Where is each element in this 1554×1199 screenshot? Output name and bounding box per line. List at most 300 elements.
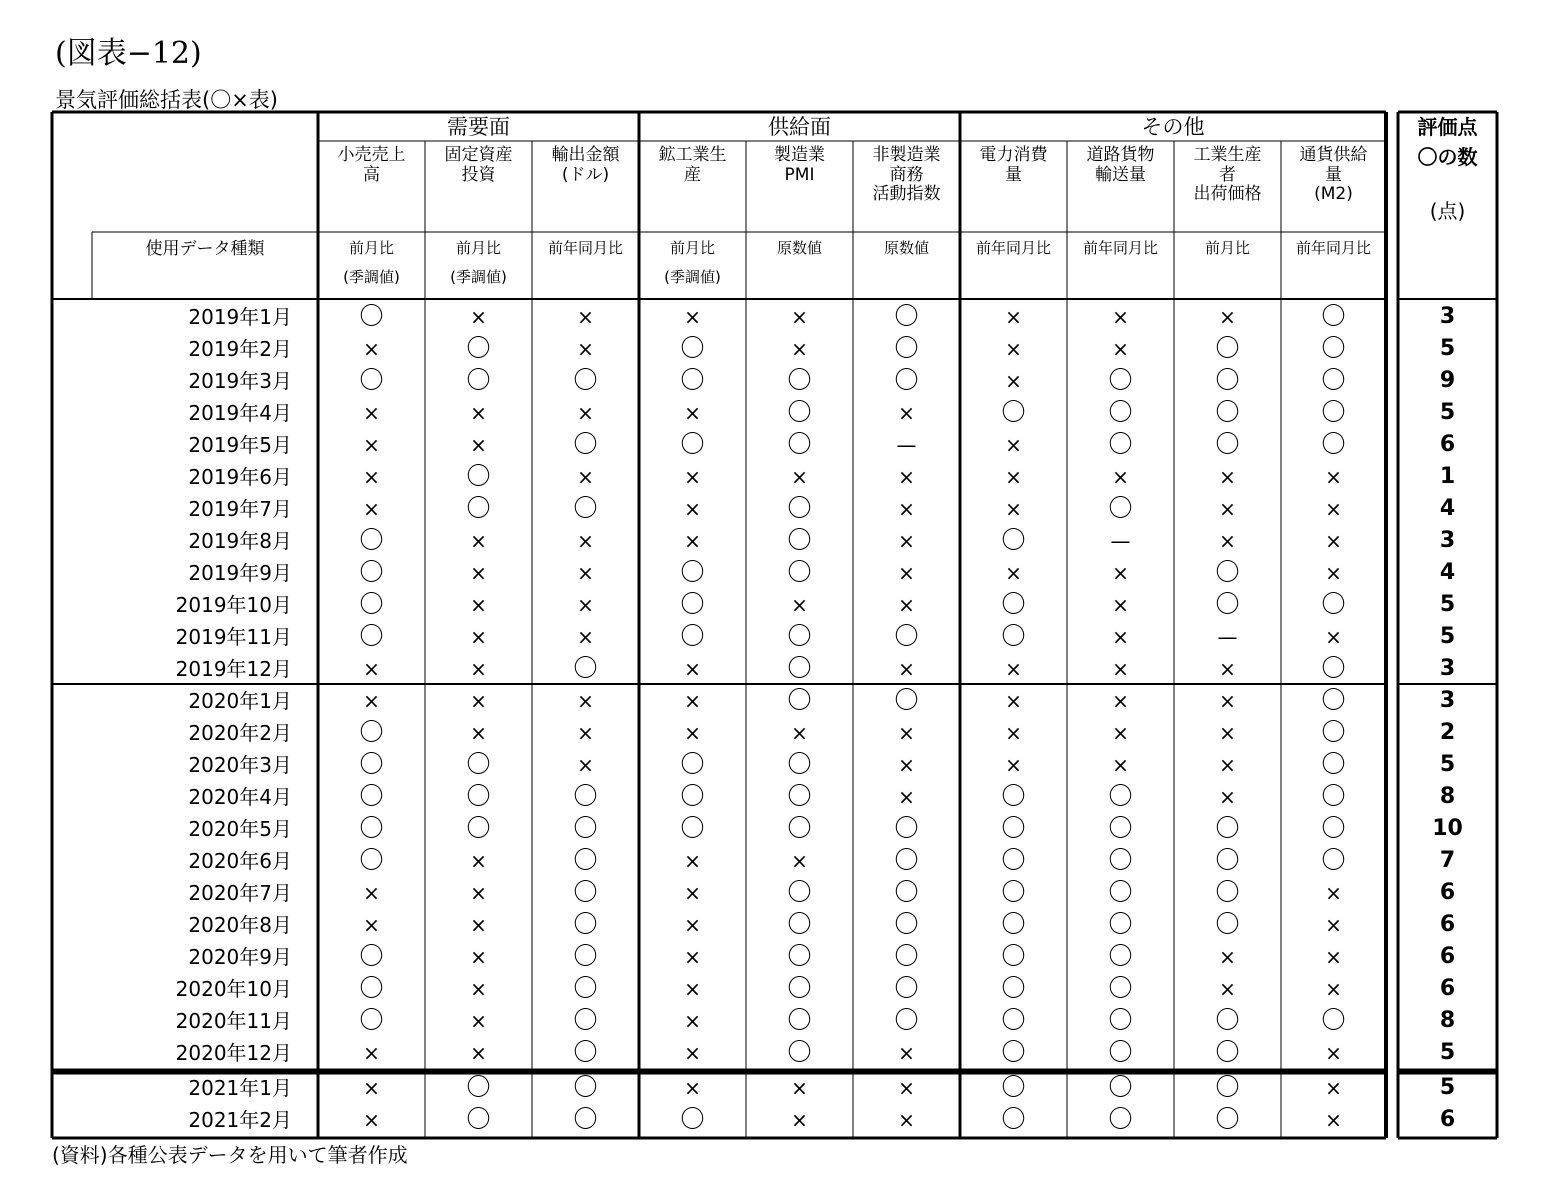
- cross-mark: ×: [684, 848, 701, 873]
- circle-mark: 〇: [1321, 430, 1346, 459]
- circle-mark: 〇: [787, 558, 812, 587]
- circle-mark: 〇: [466, 1105, 491, 1134]
- circle-mark: 〇: [1001, 398, 1026, 427]
- cross-mark: ×: [1219, 720, 1236, 745]
- cross-mark: ×: [1112, 624, 1129, 649]
- cross-mark: ×: [470, 944, 487, 969]
- circle-mark: 〇: [894, 814, 919, 843]
- score-value: 7: [1439, 848, 1456, 874]
- cross-mark: ×: [363, 400, 380, 425]
- circle-mark: 〇: [1108, 1073, 1133, 1102]
- cross-mark: ×: [1325, 912, 1342, 937]
- circle-mark: 〇: [787, 366, 812, 395]
- cross-mark: ×: [791, 848, 808, 873]
- cross-mark: ×: [363, 1040, 380, 1065]
- cross-mark: ×: [1005, 432, 1022, 457]
- cross-mark: ×: [470, 592, 487, 617]
- circle-mark: 〇: [573, 654, 598, 683]
- circle-mark: 〇: [359, 622, 384, 651]
- circle-mark: 〇: [573, 1073, 598, 1102]
- cross-mark: ×: [791, 1107, 808, 1132]
- cross-mark: ×: [1005, 368, 1022, 393]
- circle-mark: 〇: [573, 782, 598, 811]
- data-type-value: 前年同月比: [975, 239, 1051, 257]
- circle-mark: 〇: [573, 1038, 598, 1067]
- cross-mark: ×: [898, 784, 915, 809]
- circle-mark: 〇: [1321, 654, 1346, 683]
- column-header: 輸出金額 (ドル): [551, 145, 620, 185]
- row-label: 2020年5月: [188, 816, 292, 841]
- circle-mark: 〇: [466, 494, 491, 523]
- score-value: 2: [1439, 720, 1456, 746]
- circle-mark: 〇: [359, 366, 384, 395]
- circle-mark: 〇: [359, 974, 384, 1003]
- cross-mark: ×: [791, 720, 808, 745]
- cross-mark: ×: [577, 528, 594, 553]
- cross-mark: ×: [1112, 560, 1129, 585]
- cross-mark: ×: [363, 336, 380, 361]
- circle-mark: 〇: [1215, 878, 1240, 907]
- circle-mark: 〇: [1321, 846, 1346, 875]
- score-value: 3: [1439, 528, 1456, 554]
- circle-mark: 〇: [359, 846, 384, 875]
- data-type-cell: [960, 232, 1067, 298]
- cross-mark: ×: [470, 688, 487, 713]
- cross-mark: ×: [684, 656, 701, 681]
- cross-mark: ×: [898, 1107, 915, 1132]
- cross-mark: ×: [684, 688, 701, 713]
- data-type-value: 前月比: [669, 239, 715, 257]
- circle-mark: 〇: [1215, 1006, 1240, 1035]
- circle-mark: 〇: [1321, 398, 1346, 427]
- circle-mark: 〇: [894, 686, 919, 715]
- circle-mark: 〇: [1108, 1105, 1133, 1134]
- cross-mark: ×: [1325, 528, 1342, 553]
- circle-mark: 〇: [573, 814, 598, 843]
- cross-mark: ×: [470, 976, 487, 1001]
- row-label: 2020年12月: [175, 1040, 292, 1065]
- circle-mark: 〇: [1215, 366, 1240, 395]
- score-value: 5: [1439, 752, 1456, 778]
- dash-mark: —: [1217, 624, 1238, 649]
- data-type-cell: [746, 232, 853, 298]
- circle-mark: 〇: [1108, 398, 1133, 427]
- cross-mark: ×: [1112, 720, 1129, 745]
- row-label: 2020年3月: [188, 752, 292, 777]
- cross-mark: ×: [684, 304, 701, 329]
- data-type-value: 原数値: [776, 239, 822, 257]
- score-value: 5: [1439, 400, 1456, 426]
- row-label: 2019年5月: [188, 432, 292, 457]
- cross-mark: ×: [898, 496, 915, 521]
- cross-mark: ×: [684, 720, 701, 745]
- cross-mark: ×: [470, 1008, 487, 1033]
- cross-mark: ×: [684, 976, 701, 1001]
- circle-mark: 〇: [1001, 526, 1026, 555]
- score-value: 5: [1439, 336, 1456, 362]
- circle-mark: 〇: [894, 334, 919, 363]
- cross-mark: ×: [577, 624, 594, 649]
- circle-mark: 〇: [1108, 974, 1133, 1003]
- cross-mark: ×: [363, 688, 380, 713]
- column-header: 電力消費 量: [979, 145, 1048, 185]
- cross-mark: ×: [470, 528, 487, 553]
- data-type-note: (季調値): [450, 268, 507, 286]
- row-label: 2019年8月: [188, 528, 292, 553]
- circle-mark: 〇: [787, 1006, 812, 1035]
- circle-mark: 〇: [573, 494, 598, 523]
- cross-mark: ×: [898, 464, 915, 489]
- circle-mark: 〇: [1108, 494, 1133, 523]
- circle-mark: 〇: [573, 974, 598, 1003]
- row-label: 2019年9月: [188, 560, 292, 585]
- column-header: 通貨供給 量 (M2): [1299, 145, 1368, 205]
- cross-mark: ×: [363, 880, 380, 905]
- cross-mark: ×: [470, 720, 487, 745]
- score-value: 4: [1439, 496, 1456, 522]
- score-value: 6: [1439, 880, 1456, 906]
- circle-mark: 〇: [680, 750, 705, 779]
- data-type-value: 前月比: [348, 239, 394, 257]
- score-value: 6: [1439, 432, 1456, 458]
- row-label: 2019年11月: [175, 624, 292, 649]
- circle-mark: 〇: [466, 750, 491, 779]
- group-header: 供給面: [768, 114, 831, 139]
- cross-mark: ×: [1325, 624, 1342, 649]
- cross-mark: ×: [898, 528, 915, 553]
- circle-mark: 〇: [1108, 1006, 1133, 1035]
- cross-mark: ×: [1005, 304, 1022, 329]
- circle-mark: 〇: [1001, 814, 1026, 843]
- cross-mark: ×: [1219, 976, 1236, 1001]
- circle-mark: 〇: [1001, 1073, 1026, 1102]
- circle-mark: 〇: [573, 1105, 598, 1134]
- cross-mark: ×: [791, 336, 808, 361]
- circle-mark: 〇: [1108, 942, 1133, 971]
- score-value: 5: [1439, 592, 1456, 618]
- cross-mark: ×: [577, 752, 594, 777]
- cross-mark: ×: [898, 592, 915, 617]
- circle-mark: 〇: [573, 910, 598, 939]
- circle-mark: 〇: [1215, 1073, 1240, 1102]
- circle-mark: 〇: [787, 782, 812, 811]
- cross-mark: ×: [898, 400, 915, 425]
- circle-mark: 〇: [573, 430, 598, 459]
- cross-mark: ×: [1325, 464, 1342, 489]
- cross-mark: ×: [577, 464, 594, 489]
- cross-mark: ×: [1005, 496, 1022, 521]
- score-header-line1: 評価点: [1417, 115, 1478, 139]
- cross-mark: ×: [577, 560, 594, 585]
- cross-mark: ×: [791, 304, 808, 329]
- circle-mark: 〇: [894, 942, 919, 971]
- cross-mark: ×: [1112, 464, 1129, 489]
- column-header: 非製造業 商務 活動指数: [872, 145, 941, 205]
- score-value: 4: [1439, 560, 1456, 586]
- circle-mark: 〇: [1108, 814, 1133, 843]
- circle-mark: 〇: [1321, 782, 1346, 811]
- cross-mark: ×: [1219, 496, 1236, 521]
- row-label: 2019年6月: [188, 464, 292, 489]
- score-value: 6: [1439, 912, 1456, 938]
- cross-mark: ×: [1005, 656, 1022, 681]
- cross-mark: ×: [470, 400, 487, 425]
- circle-mark: 〇: [680, 622, 705, 651]
- score-value: 3: [1439, 688, 1456, 714]
- data-type-note: (季調値): [343, 268, 400, 286]
- score-value: 5: [1439, 624, 1456, 650]
- row-label: 2020年9月: [188, 944, 292, 969]
- circle-mark: 〇: [1001, 974, 1026, 1003]
- circle-mark: 〇: [1108, 910, 1133, 939]
- circle-mark: 〇: [1001, 1006, 1026, 1035]
- circle-mark: 〇: [359, 942, 384, 971]
- row-label: 2019年4月: [188, 400, 292, 425]
- circle-mark: 〇: [466, 334, 491, 363]
- circle-mark: 〇: [680, 590, 705, 619]
- source-note: (資料)各種公表データを用いて筆者作成: [52, 1143, 408, 1167]
- circle-mark: 〇: [1108, 878, 1133, 907]
- data-type-cell: [1067, 232, 1174, 298]
- cross-mark: ×: [898, 752, 915, 777]
- data-type-cell: [318, 232, 425, 298]
- circle-mark: 〇: [680, 1105, 705, 1134]
- circle-mark: 〇: [1215, 334, 1240, 363]
- data-type-label: 使用データ種類: [145, 239, 265, 259]
- score-value: 10: [1432, 816, 1463, 842]
- circle-mark: 〇: [1001, 590, 1026, 619]
- data-type-cell: [1281, 232, 1386, 298]
- cross-mark: ×: [363, 912, 380, 937]
- circle-mark: 〇: [1215, 814, 1240, 843]
- circle-mark: 〇: [1001, 1038, 1026, 1067]
- row-label: 2020年6月: [188, 848, 292, 873]
- circle-mark: 〇: [787, 974, 812, 1003]
- cross-mark: ×: [684, 400, 701, 425]
- circle-mark: 〇: [1001, 846, 1026, 875]
- row-label: 2019年12月: [175, 656, 292, 681]
- circle-mark: 〇: [1108, 430, 1133, 459]
- circle-mark: 〇: [359, 718, 384, 747]
- circle-mark: 〇: [1001, 878, 1026, 907]
- column-header: 製造業 PMI: [774, 145, 825, 185]
- score-value: 8: [1439, 784, 1456, 810]
- column-header: 鉱工業生 産: [658, 145, 727, 185]
- column-header: 道路貨物 輸送量: [1086, 145, 1155, 185]
- cross-mark: ×: [898, 720, 915, 745]
- cross-mark: ×: [1219, 656, 1236, 681]
- circle-mark: 〇: [1108, 1038, 1133, 1067]
- cross-mark: ×: [363, 464, 380, 489]
- cross-mark: ×: [470, 912, 487, 937]
- circle-mark: 〇: [359, 814, 384, 843]
- cross-mark: ×: [1005, 720, 1022, 745]
- cross-mark: ×: [684, 528, 701, 553]
- circle-mark: 〇: [1215, 590, 1240, 619]
- cross-mark: ×: [470, 624, 487, 649]
- cross-mark: ×: [470, 1040, 487, 1065]
- score-header-line3: (点): [1429, 199, 1466, 223]
- circle-mark: 〇: [359, 590, 384, 619]
- cross-mark: ×: [1005, 688, 1022, 713]
- circle-mark: 〇: [1001, 910, 1026, 939]
- row-label: 2019年3月: [188, 368, 292, 393]
- circle-mark: 〇: [894, 302, 919, 331]
- cross-mark: ×: [470, 880, 487, 905]
- cross-mark: ×: [1219, 944, 1236, 969]
- circle-mark: 〇: [680, 366, 705, 395]
- data-type-note: (季調値): [664, 268, 721, 286]
- cross-mark: ×: [684, 1008, 701, 1033]
- cross-mark: ×: [791, 464, 808, 489]
- cross-mark: ×: [1325, 1075, 1342, 1100]
- row-label: 2019年2月: [188, 336, 292, 361]
- cross-mark: ×: [363, 1107, 380, 1132]
- cross-mark: ×: [1325, 880, 1342, 905]
- row-label: 2019年1月: [188, 304, 292, 329]
- circle-mark: 〇: [466, 782, 491, 811]
- table-title: 景気評価総括表(〇×表): [55, 88, 278, 112]
- circle-mark: 〇: [466, 1073, 491, 1102]
- circle-mark: 〇: [359, 302, 384, 331]
- row-label: 2020年7月: [188, 880, 292, 905]
- circle-mark: 〇: [787, 430, 812, 459]
- cross-mark: ×: [791, 592, 808, 617]
- cross-mark: ×: [577, 720, 594, 745]
- circle-mark: 〇: [1321, 302, 1346, 331]
- cross-mark: ×: [1005, 752, 1022, 777]
- circle-mark: 〇: [1321, 750, 1346, 779]
- circle-mark: 〇: [787, 654, 812, 683]
- cross-mark: ×: [363, 656, 380, 681]
- cross-mark: ×: [470, 304, 487, 329]
- cross-mark: ×: [1005, 560, 1022, 585]
- column-header: 固定資産 投資: [444, 145, 513, 185]
- circle-mark: 〇: [573, 1006, 598, 1035]
- circle-mark: 〇: [894, 366, 919, 395]
- score-value: 8: [1439, 1008, 1456, 1034]
- circle-mark: 〇: [359, 558, 384, 587]
- circle-mark: 〇: [680, 430, 705, 459]
- row-label: 2021年2月: [188, 1107, 292, 1132]
- row-label: 2020年2月: [188, 720, 292, 745]
- cross-mark: ×: [1112, 688, 1129, 713]
- cross-mark: ×: [363, 1075, 380, 1100]
- circle-mark: 〇: [1001, 782, 1026, 811]
- row-label: 2019年7月: [188, 496, 292, 521]
- circle-mark: 〇: [787, 622, 812, 651]
- dash-mark: —: [1110, 528, 1131, 553]
- cross-mark: ×: [1005, 336, 1022, 361]
- cross-mark: ×: [1005, 464, 1022, 489]
- circle-mark: 〇: [466, 462, 491, 491]
- column-header: 小売売上 高: [337, 145, 406, 185]
- cross-mark: ×: [898, 560, 915, 585]
- circle-mark: 〇: [1108, 846, 1133, 875]
- cross-mark: ×: [470, 432, 487, 457]
- circle-mark: 〇: [1321, 686, 1346, 715]
- row-label: 2020年8月: [188, 912, 292, 937]
- cross-mark: ×: [1112, 304, 1129, 329]
- circle-mark: 〇: [894, 1006, 919, 1035]
- data-type-value: 前年同月比: [547, 239, 623, 257]
- cross-mark: ×: [363, 496, 380, 521]
- circle-mark: 〇: [787, 1038, 812, 1067]
- circle-mark: 〇: [1215, 910, 1240, 939]
- circle-mark: 〇: [466, 814, 491, 843]
- cross-mark: ×: [470, 560, 487, 585]
- group-header: その他: [1141, 114, 1205, 139]
- data-type-value: 前年同月比: [1295, 239, 1371, 257]
- cross-mark: ×: [577, 304, 594, 329]
- circle-mark: 〇: [894, 974, 919, 1003]
- cross-mark: ×: [1112, 752, 1129, 777]
- circle-mark: 〇: [787, 750, 812, 779]
- circle-mark: 〇: [1215, 846, 1240, 875]
- cross-mark: ×: [1325, 944, 1342, 969]
- data-type-cell: [1174, 232, 1281, 298]
- cross-mark: ×: [1325, 496, 1342, 521]
- row-label: 2020年4月: [188, 784, 292, 809]
- circle-mark: 〇: [1001, 942, 1026, 971]
- circle-mark: 〇: [359, 750, 384, 779]
- cross-mark: ×: [1219, 752, 1236, 777]
- data-type-value: 前月比: [1204, 239, 1250, 257]
- circle-mark: 〇: [1215, 558, 1240, 587]
- row-label: 2020年1月: [188, 688, 292, 713]
- data-type-cell: [639, 232, 746, 298]
- circle-mark: 〇: [573, 366, 598, 395]
- cross-mark: ×: [577, 688, 594, 713]
- circle-mark: 〇: [787, 398, 812, 427]
- data-type-cell: [532, 232, 639, 298]
- score-header: [1398, 113, 1497, 298]
- cross-mark: ×: [577, 592, 594, 617]
- circle-mark: 〇: [680, 334, 705, 363]
- circle-mark: 〇: [787, 494, 812, 523]
- cross-mark: ×: [684, 1075, 701, 1100]
- circle-mark: 〇: [1321, 718, 1346, 747]
- cross-mark: ×: [684, 944, 701, 969]
- score-value: 5: [1439, 1075, 1456, 1101]
- cross-mark: ×: [1112, 592, 1129, 617]
- data-type-value: 前月比: [455, 239, 501, 257]
- cross-mark: ×: [898, 1040, 915, 1065]
- circle-mark: 〇: [894, 846, 919, 875]
- cross-mark: ×: [577, 336, 594, 361]
- cross-mark: ×: [1325, 560, 1342, 585]
- score-header-line2: 〇の数: [1417, 145, 1478, 169]
- circle-mark: 〇: [1321, 1006, 1346, 1035]
- circle-mark: 〇: [787, 942, 812, 971]
- group-header: 需要面: [447, 114, 510, 139]
- circle-mark: 〇: [1215, 430, 1240, 459]
- cross-mark: ×: [1112, 656, 1129, 681]
- circle-mark: 〇: [1108, 366, 1133, 395]
- score-value: 6: [1439, 1107, 1456, 1133]
- cross-mark: ×: [1325, 1040, 1342, 1065]
- cross-mark: ×: [898, 1075, 915, 1100]
- circle-mark: 〇: [787, 526, 812, 555]
- cross-mark: ×: [1219, 688, 1236, 713]
- circle-mark: 〇: [894, 622, 919, 651]
- score-value: 3: [1439, 656, 1456, 682]
- circle-mark: 〇: [787, 878, 812, 907]
- cross-mark: ×: [1325, 1107, 1342, 1132]
- circle-mark: 〇: [894, 878, 919, 907]
- circle-mark: 〇: [680, 814, 705, 843]
- row-label: 2020年11月: [175, 1008, 292, 1033]
